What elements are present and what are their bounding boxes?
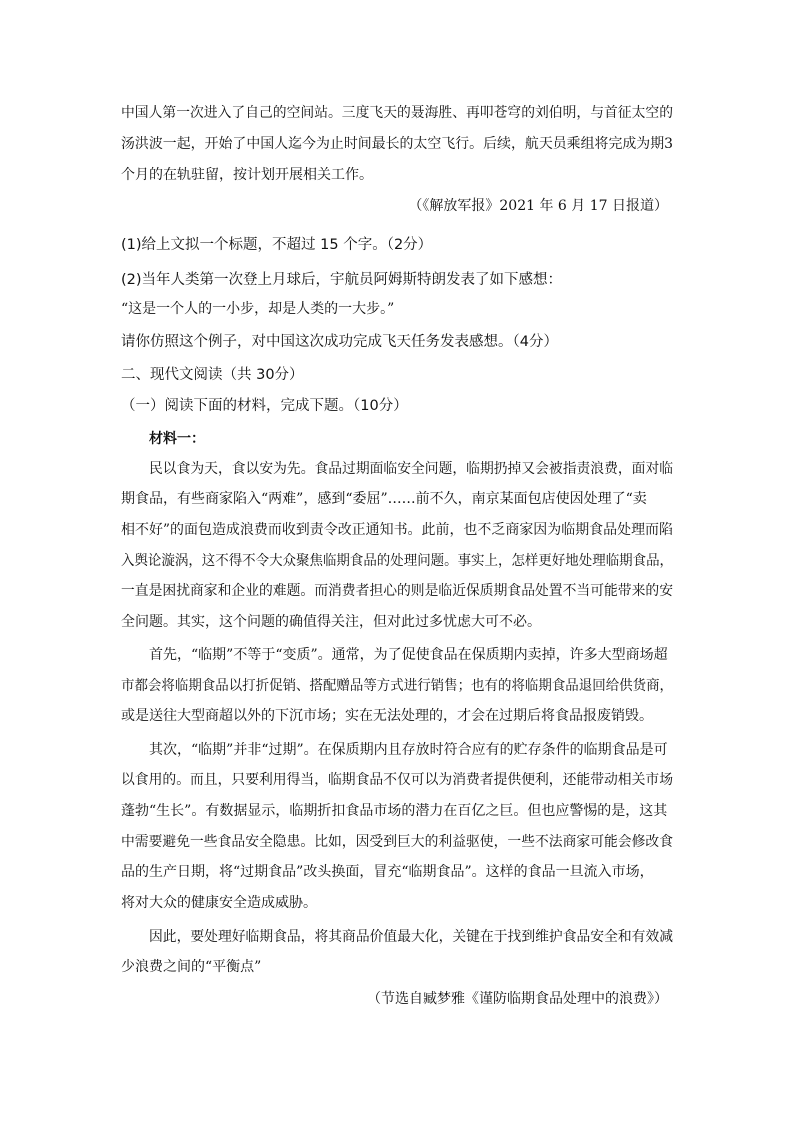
question-2-quote: “这是一个人的一小步，却是人类的一大步。” [121,301,395,317]
sub-heading: （一）阅读下面的材料，完成下题。（10分） [121,398,408,414]
paragraph-line: 入舆论漩涡，这不得不令大众聚焦临期食品的处理问题。事实上，怎样更好地处理临期食品， [121,553,674,569]
paragraph-line: 其次，“临期”并非“过期”。在保质期内且存放时符合应有的贮存条件的临期食品是可 [149,742,668,758]
news-line: 个月的在轨驻留，按计划开展相关工作。 [121,167,373,183]
paragraph-line: 以食用的。而且，只要利用得当，临期食品不仅可以为消费者提供便利，还能带动相关市场 [121,772,673,788]
paragraph-line: 全问题。其实，这个问题的确值得关注，但对此过多忧虑大可不必。 [121,614,541,630]
question-1: (1)给上文拟一个标题，不超过 15 个字。（2分） [121,237,433,253]
question-2-task: 请你仿照这个例子，对中国这次成功完成飞天任务发表感想。（4分） [121,334,558,350]
paragraph-line: 市都会将临期食品以打折促销、搭配赠品等方式进行销售；也有的将临期食品退回给供货商， [121,678,674,694]
paragraph-line: 中需要避免一些食品安全隐患。比如，因受到巨大的利益驱使，一些不法商家可能会修改食 [121,834,673,850]
news-line: 汤洪波一起，开始了中国人迄今为止时间最长的太空飞行。后续，航天员乘组将完成为期3 [121,136,674,152]
material-source: （节选自臧梦雅《谨防临期食品处理中的浪费》） [367,991,668,1007]
question-2-intro: (2)当年人类第一次登上月球后，宇航员阿姆斯特朗发表了如下感想： [121,272,563,288]
paragraph-line: 期食品，有些商家陷入“两难”，感到“委屈”……前不久，南京某面包店使因处理了“卖 [121,491,647,507]
paragraph-line: 少浪费之间的“平衡点” [121,959,262,975]
paragraph-line: 或是送往大型商超以外的下沉市场；实在无法处理的，才会在过期后将食品报废销毁。 [121,708,653,724]
news-source: （《解放军报》2021 年 6 月 17 日报道） [408,198,668,214]
paragraph-line: 因此，要处理好临期食品，将其商品价值最大化，关键在于找到维护食品安全和有效减 [149,929,674,945]
section-heading: 二、现代文阅读（共 30分） [121,367,304,383]
paragraph-line: 一直是困扰商家和企业的难题。而消费者担心的则是临近保质期食品处置不当可能带来的安 [121,583,673,599]
paragraph-line: 首先，“临期”不等于“变质”。通常，为了促使食品在保质期内卖掉，许多大型商场超 [149,647,668,663]
news-line: 中国人第一次进入了自己的空间站。三度飞天的聂海胜、再叩苍穹的刘伯明，与首征太空的 [121,105,673,121]
paragraph-line: 民以食为天，食以安为先。食品过期面临安全问题，临期扔掉又会被指责浪费，面对临 [149,461,674,477]
paragraph-line: 将对大众的健康安全造成威胁。 [121,895,317,911]
paragraph-line: 相不好”的面包造成浪费而收到责令改正通知书。此前，也不乏商家因为临期食品处理而陷 [121,522,673,538]
paragraph-line: 品的生产日期，将“过期食品”改头换面，冒充“临期食品”。这样的食品一旦流入市场， [121,864,654,880]
material-label: 材料一： [149,431,205,447]
paragraph-line: 蓬勃“生长”。有数据显示，临期折扣食品市场的潜力在百亿之巨。但也应警惕的是，这其 [121,803,668,819]
